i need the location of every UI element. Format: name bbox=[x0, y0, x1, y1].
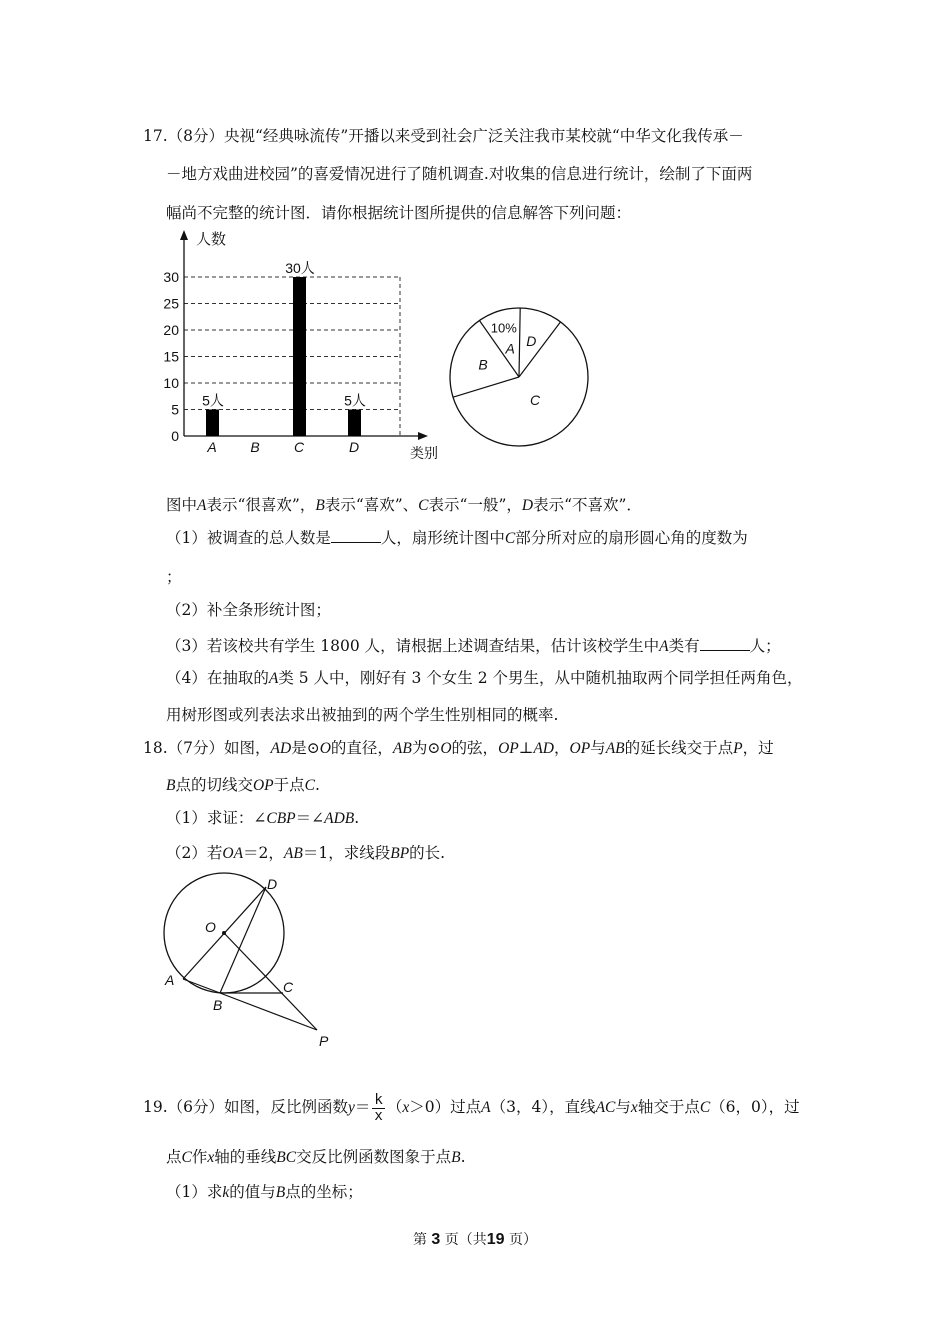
pie-slice-boundary bbox=[519, 322, 561, 377]
q19-line-1: 19.（6分）如图，反比例函数y＝ $\frac{k}{x}$ （x＞0）过点A（3，4），直线AC与x轴交于点C（6，0），过 bbox=[143, 1091, 800, 1124]
pie-slice-label-d: D bbox=[526, 333, 537, 350]
q17-part-2: （2）补全条形统计图； bbox=[166, 601, 331, 619]
bar-data-label: 5人 bbox=[344, 392, 366, 409]
q19-line-2: 点C作x轴的垂线BC交反比例函数图象于点B. bbox=[166, 1148, 466, 1166]
label-c: C bbox=[283, 979, 294, 995]
label-d: D bbox=[267, 876, 278, 892]
pie-slice-boundary bbox=[519, 308, 520, 377]
x-axis-label: 类别 bbox=[410, 445, 438, 461]
q18-part-1: （1）求证：∠CBP＝∠ADB. bbox=[166, 809, 360, 827]
x-tick-label: B bbox=[250, 439, 260, 455]
segment-ab bbox=[183, 979, 220, 993]
label-p: P bbox=[319, 1033, 329, 1049]
answer-blank[interactable] bbox=[700, 636, 750, 651]
y-tick-label: 25 bbox=[163, 295, 179, 312]
pie-slice-boundary bbox=[453, 377, 519, 397]
bar-a bbox=[206, 410, 219, 437]
pie-chart bbox=[445, 305, 595, 455]
pie-slice-label-a: A bbox=[505, 340, 515, 357]
pie-slice-label-c: C bbox=[529, 391, 541, 408]
pie-percent-label: 10% bbox=[490, 320, 517, 336]
y-tick-label: 15 bbox=[163, 348, 179, 365]
label-o: O bbox=[205, 919, 216, 935]
q17-line-2: －地方戏曲进校园”的喜爱情况进行了随机调查.对收集的信息进行统计，绘制了下面两 bbox=[166, 165, 753, 183]
bar-data-label: 5人 bbox=[202, 392, 224, 409]
page-number: 3 bbox=[431, 1231, 441, 1248]
q17-part-1: （1）被调查的总人数是 人，扇形统计图中C部分所对应的扇形圆心角的度数为 bbox=[166, 529, 748, 547]
x-tick-label: D bbox=[348, 439, 360, 455]
x-tick-label: A bbox=[207, 439, 217, 455]
q17-line-1: 17.（8分）央视“经典咏流传”开播以来受到社会广泛关注我市某校就“中华文化我传承－ bbox=[143, 127, 744, 145]
fraction-k-over-x: $\frac{k}{x}$ bbox=[374, 1091, 383, 1124]
q17-part-3: （3）若该校共有学生 1800 人，请根据上述调查结果，估计该校学生中A类有 人； bbox=[166, 637, 781, 655]
label-a: A bbox=[165, 972, 175, 988]
bar-d bbox=[348, 410, 361, 437]
segment-bp bbox=[220, 993, 317, 1030]
center-point bbox=[222, 931, 226, 935]
q17-legend: 图中A表示“很喜欢”，B表示“喜欢”、C表示“一般”，D表示“不喜欢”． bbox=[166, 496, 642, 514]
bar-c bbox=[293, 277, 306, 436]
q17-line-3: 幅尚不完整的统计图．请你根据统计图所提供的信息解答下列问题： bbox=[166, 204, 632, 222]
geometry-figure bbox=[155, 865, 355, 1055]
y-axis-label: 人数 bbox=[196, 231, 227, 248]
x-tick-label: C bbox=[293, 439, 305, 455]
label-b: B bbox=[213, 997, 223, 1013]
segment-bd bbox=[220, 887, 266, 993]
y-tick-label: 20 bbox=[163, 322, 179, 338]
q18-line-1: 18.（7分）如图，AD是⊙O的直径，AB为⊙O的弦，OP⊥AD，OP与AB的延长线交于点P，过 bbox=[143, 739, 774, 757]
y-tick-label: 0 bbox=[171, 428, 179, 444]
bar-chart bbox=[160, 228, 450, 468]
q17-part-1-end: ； bbox=[166, 568, 182, 586]
page-footer: 第 3 页（共19 页） bbox=[412, 1231, 538, 1248]
y-tick-label: 10 bbox=[163, 375, 179, 391]
q17-part-4: （4）在抽取的A类 5 人中，刚好有 3 个女生 2 个男生，从中随机抽取两个同学担任两角色， bbox=[166, 669, 803, 687]
segment-op bbox=[224, 933, 317, 1030]
q18-line-2: B点的切线交OP于点C. bbox=[166, 776, 320, 794]
q18-part-2: （2）若OA＝2，AB＝1，求线段BP的长. bbox=[166, 844, 446, 862]
page-total: 19 bbox=[486, 1231, 505, 1248]
q19-part-1: （1）求k的值与B点的坐标； bbox=[166, 1183, 363, 1201]
pie-slice-label-b: B bbox=[478, 356, 488, 373]
q17-part-4-line-2: 用树形图或列表法求出被抽到的两个学生性别相同的概率. bbox=[166, 706, 559, 724]
y-tick-label: 30 bbox=[163, 269, 179, 285]
y-tick-label: 5 bbox=[171, 401, 179, 418]
answer-blank[interactable] bbox=[331, 528, 381, 543]
bar-data-label: 30人 bbox=[285, 260, 315, 276]
